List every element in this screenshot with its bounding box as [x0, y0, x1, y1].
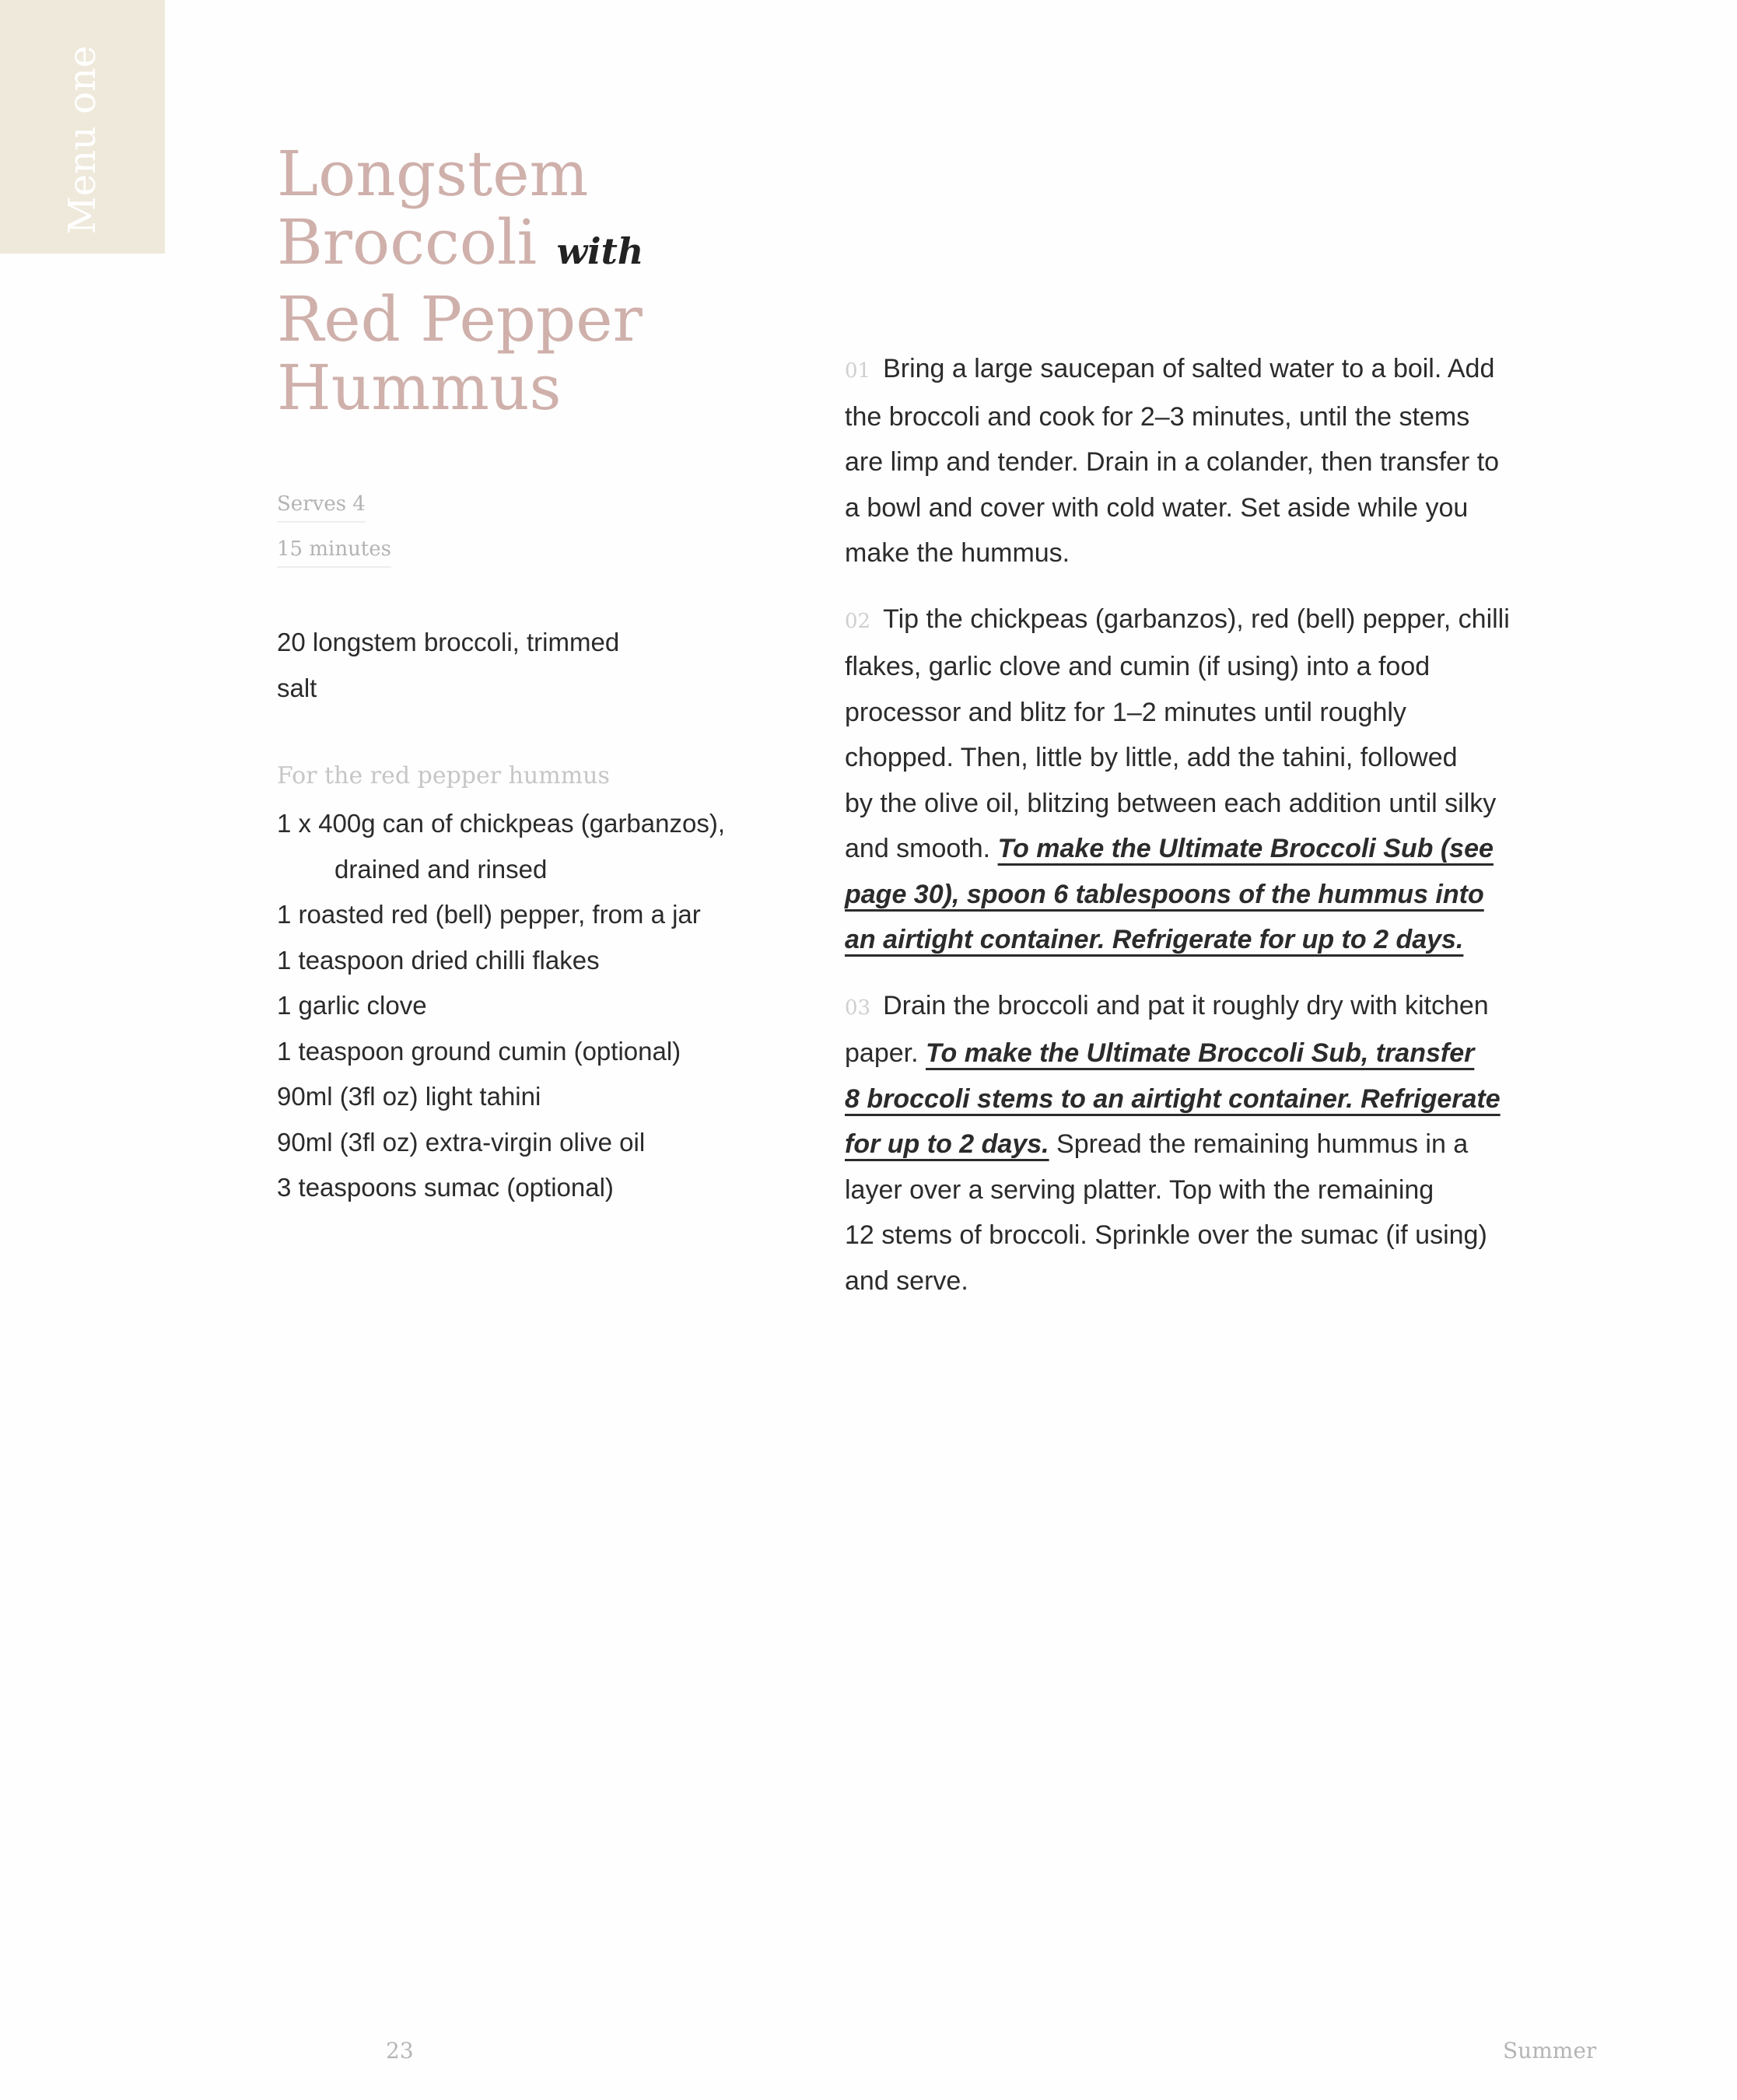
step-line: [845, 826, 1560, 872]
step-line: [845, 1122, 1560, 1167]
step-line: [845, 1213, 1560, 1258]
step-line: [845, 781, 1560, 827]
method-step: [845, 983, 1560, 1304]
step-number: 02: [845, 609, 871, 633]
serves: Serves 4: [277, 492, 366, 523]
chapter-tab-label: Menu one: [61, 45, 104, 235]
make-ahead-note: 8 broccoli stems to an airtight container. Refrigerate: [845, 1083, 1501, 1114]
step-text: and serve.: [845, 1265, 968, 1296]
step-line: [845, 439, 1560, 485]
ingredient: drained and rinsed: [334, 854, 548, 884]
ingredient: 90ml (3fl oz) light tahini: [277, 1082, 541, 1111]
step-text: 12 stems of broccoli. Sprinkle over the sumac (if using): [845, 1220, 1487, 1250]
step-line: [845, 1031, 1560, 1076]
step-text: chopped. Then, little by little, add the tahini, followed: [845, 743, 1458, 772]
step-text: are limp and tender. Drain in a colander, then transfer to: [845, 447, 1500, 477]
step-text: processor and blitz for 1–2 minutes until roughly: [845, 697, 1406, 727]
recipe-title: [277, 140, 643, 422]
make-ahead-note: for up to 2 days.: [845, 1129, 1049, 1159]
step-line: [845, 983, 1560, 1031]
step-line: [845, 1076, 1560, 1122]
step-line: [845, 485, 1560, 531]
ingredient: 20 longstem broccoli, trimmed: [277, 628, 620, 656]
hummus-subheading: For the red pepper hummus: [277, 762, 610, 789]
title-line: Longstem: [277, 138, 589, 210]
method-step: [845, 597, 1560, 963]
method-steps: [845, 346, 1560, 1324]
title-line: Red Pepper: [277, 283, 643, 355]
method-step: [845, 346, 1560, 576]
step-text: flakes, garlic clove and cumin (if using) into a food: [845, 652, 1431, 681]
chapter-tab: [0, 0, 165, 254]
ingredients-hummus: [277, 801, 725, 1211]
ingredients-main: [277, 620, 619, 711]
step-line: [845, 1258, 1560, 1304]
ingredient: 1 garlic clove: [277, 991, 427, 1020]
prep-time: 15 minutes: [277, 537, 391, 568]
make-ahead-note: page 30), spoon 6 tablespoons of the hummus into: [845, 879, 1484, 909]
ingredient: 90ml (3fl oz) extra-virgin olive oil: [277, 1127, 646, 1157]
make-ahead-note: To make the Ultimate Broccoli Sub (see: [997, 834, 1494, 863]
step-line: [845, 872, 1560, 918]
step-text: make the hummus.: [845, 538, 1070, 568]
make-ahead-note: To make the Ultimate Broccoli Sub, transfer: [925, 1038, 1475, 1068]
step-line: [845, 1167, 1560, 1213]
step-line: [845, 644, 1560, 690]
title-line: Hummus: [277, 352, 562, 424]
step-text: by the olive oil, blitzing between each addition until silky: [845, 788, 1497, 818]
ingredient: 1 x 400g can of chickpeas (garbanzos),: [277, 809, 726, 838]
step-line: [845, 917, 1560, 963]
step-text: Tip the chickpeas (garbanzos), red (bell) pepper, chilli: [883, 604, 1510, 634]
step-line: [845, 530, 1560, 576]
step-line: [845, 597, 1560, 645]
step-number: 03: [845, 996, 871, 1020]
page-number: 23: [386, 2038, 414, 2063]
step-text: layer over a serving platter. Top with the remaining: [845, 1174, 1434, 1205]
title-line: Broccoli: [277, 206, 538, 278]
step-text: the broccoli and cook for 2–3 minutes, until the stems: [845, 401, 1470, 432]
step-text: Drain the broccoli and pat it roughly dry with kitchen: [883, 990, 1489, 1020]
ingredient: 1 roasted red (bell) pepper, from a jar: [277, 900, 701, 929]
step-number: 01: [845, 359, 871, 383]
ingredient: salt: [277, 673, 317, 702]
step-text: Bring a large saucepan of salted water to a boil. Add: [883, 354, 1495, 383]
ingredient: 3 teaspoons sumac (optional): [277, 1173, 614, 1202]
section-name: Summer: [1503, 2038, 1597, 2063]
ingredient: 1 teaspoon ground cumin (optional): [277, 1036, 681, 1066]
step-text: Spread the remaining hummus in a: [1049, 1129, 1469, 1159]
step-line: [845, 346, 1560, 394]
step-text: paper.: [845, 1038, 926, 1068]
step-text: a bowl and cover with cold water. Set aside while you: [845, 492, 1469, 523]
make-ahead-note: an airtight container. Refrigerate for up to 2 days.: [845, 925, 1464, 954]
step-line: [845, 735, 1560, 781]
step-text: and smooth.: [845, 834, 998, 863]
ingredient: 1 teaspoon dried chilli flakes: [277, 945, 600, 975]
step-line: [845, 394, 1560, 440]
title-with: with: [556, 230, 644, 272]
step-line: [845, 690, 1560, 736]
